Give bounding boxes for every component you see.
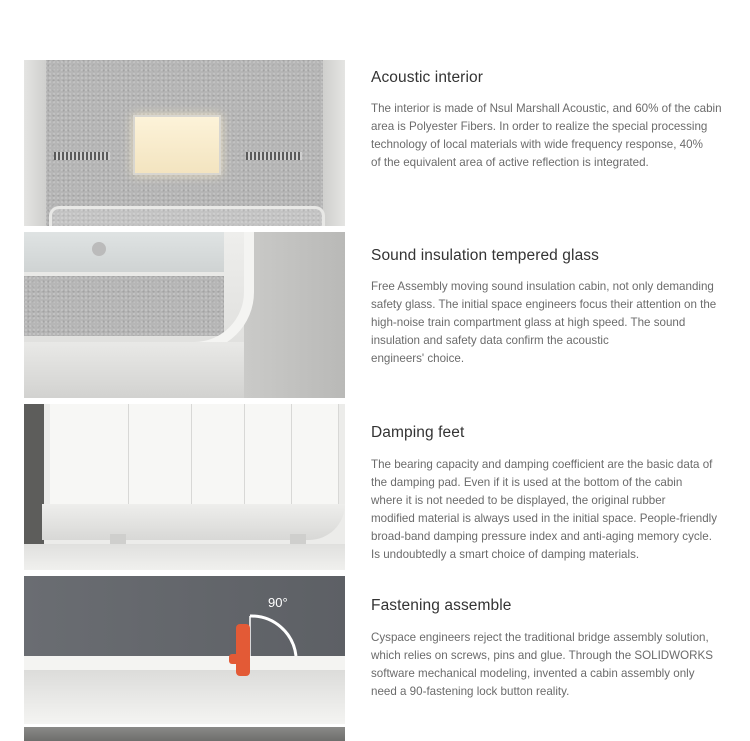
cabin-edge	[24, 404, 44, 544]
description-line: modified material is always used in the initial space. People-friendly	[371, 512, 718, 525]
glass-frame	[24, 232, 254, 352]
wall-panel	[50, 404, 129, 508]
description-line: high-noise train compartment glass at high speed. The sound	[371, 316, 686, 329]
description-line: The interior is made of Nsul Marshall Acoustic, and 60% of the cabin	[371, 102, 722, 115]
description-line: of the equivalent area of active reflection is integrated.	[371, 156, 649, 169]
feature-description	[371, 100, 743, 172]
wall-panel	[292, 404, 339, 508]
description-line: Cyspace engineers reject the traditional bridge assembly solution,	[371, 631, 709, 644]
description-line: software mechanical modeling, invented a cabin assembly only	[371, 667, 695, 680]
feature-title: Fastening assemble	[371, 597, 512, 614]
description-line: the damping pad. Even if it is used at the bottom of the cabin	[371, 476, 683, 489]
rotation-arc-icon	[24, 576, 345, 724]
cabin-body	[24, 342, 244, 398]
feature-title: Sound insulation tempered glass	[371, 247, 599, 264]
vent-left	[54, 152, 110, 160]
fastening-key-handle	[229, 654, 241, 664]
damping-feet-image	[24, 404, 345, 570]
description-line: Free Assembly moving sound insulation cabin, not only demanding	[371, 280, 714, 293]
acoustic-interior-image	[24, 60, 345, 226]
feature-title: Acoustic interior	[371, 69, 483, 86]
description-line: engineers' choice.	[371, 352, 465, 365]
description-line: which relies on screws, pins and glue. Through the SOLIDWORKS	[371, 649, 713, 662]
ceiling-lamp	[133, 115, 221, 175]
feature-description	[371, 629, 743, 701]
damping-foot	[290, 534, 306, 544]
feature-title: Damping feet	[371, 424, 465, 441]
description-line: technology of local materials with wide frequency response, 40%	[371, 138, 703, 151]
feature-description	[371, 278, 743, 368]
cabin-pillar	[244, 232, 345, 398]
description-line: need a 90-fastening lock button reality.	[371, 685, 570, 698]
wall-panel	[245, 404, 292, 508]
description-line: where it is not needed to be displayed, the original rubber	[371, 494, 666, 507]
fastening-assemble-image	[24, 576, 345, 724]
angle-label: 90°	[268, 595, 288, 610]
description-line: Is undoubtedly a smart choice of damping materials.	[371, 548, 640, 561]
description-line: area is Polyester Fibers. In order to realize the special processing	[371, 120, 708, 133]
description-line: safety glass. The initial space engineers focus their attention on the	[371, 298, 717, 311]
cabin-wall-right	[323, 60, 345, 226]
wall-panel	[192, 404, 245, 508]
description-line: The bearing capacity and damping coefficient are the basic data of	[371, 458, 713, 471]
damping-foot	[110, 534, 126, 544]
feature-description	[371, 456, 743, 564]
glass-rail	[49, 206, 325, 226]
cabin-wall-left	[24, 60, 46, 226]
vent-right	[246, 152, 302, 160]
wall-panel	[129, 404, 192, 508]
fastening-key-icon	[236, 624, 250, 676]
next-image-strip	[24, 727, 345, 741]
description-line: insulation and safety data confirm the acoustic	[371, 334, 609, 347]
sound-insulation-glass-image	[24, 232, 345, 398]
description-line: broad-band damping pressure index and anti-aging memory cycle.	[371, 530, 712, 543]
floor	[24, 544, 345, 570]
